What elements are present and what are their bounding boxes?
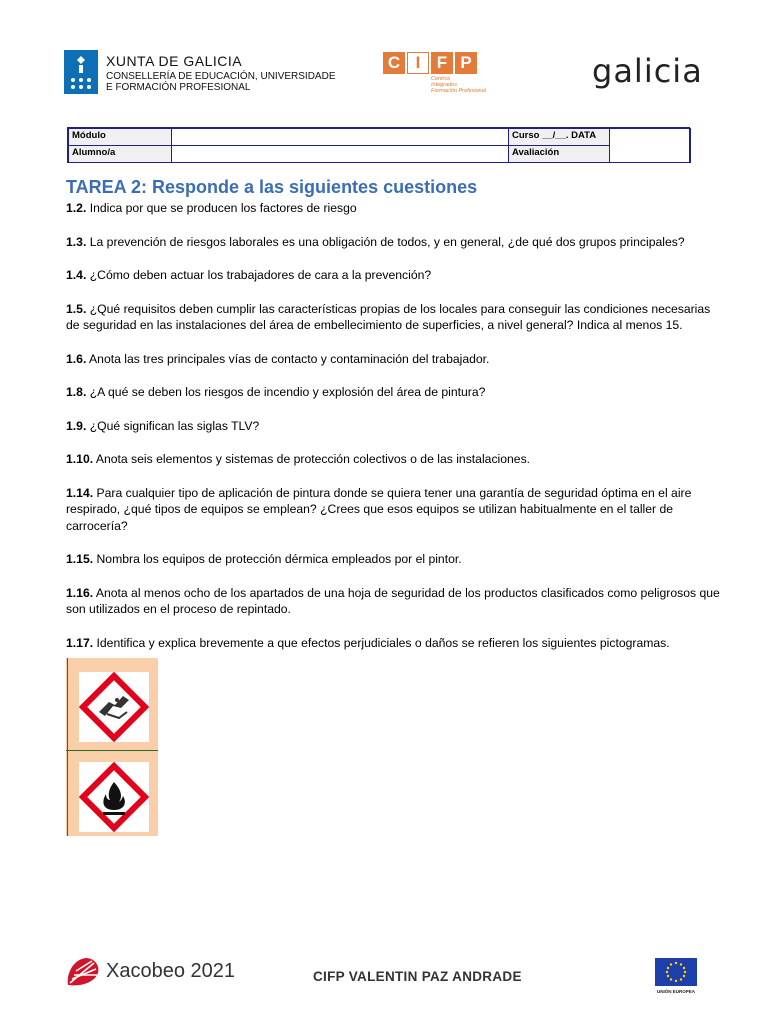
modulo-field[interactable] xyxy=(171,128,509,146)
question-text: Nombra los equipos de protección dérmica empleados por el pintor. xyxy=(93,552,462,566)
school-name: CIFP VALENTIN PAZ ANDRADE xyxy=(313,969,522,984)
xacobeo-shell-icon xyxy=(64,955,102,991)
galicia-logo: galicia xyxy=(592,52,703,90)
question-number: 1.9. xyxy=(66,418,87,433)
xunta-title: XUNTA DE GALICIA xyxy=(106,53,243,69)
question-item xyxy=(66,485,726,535)
alumno-field[interactable] xyxy=(171,145,509,163)
pictogram-separator xyxy=(66,750,158,751)
student-info-table xyxy=(67,127,690,163)
cifp-sub1: Centros xyxy=(431,76,451,82)
xacobeo-logo xyxy=(64,955,254,991)
corrosive-pictogram-icon xyxy=(79,672,149,742)
question-text: Anota al menos ocho de los apartados de una hoja de seguridad de los productos clasificados como peligrosos que son utilizados en el proceso de repintado. xyxy=(66,585,720,616)
xunta-subtitle-line2: E FORMACIÓN PROFESIONAL xyxy=(106,82,251,93)
question-text: Anota seis elementos y sistemas de protección colectivos o de las instalaciones. xyxy=(93,452,531,466)
question-number: 1.10. xyxy=(66,452,94,466)
question-number: 1.5. xyxy=(66,301,87,316)
cifp-letters xyxy=(383,52,479,74)
avaliacion-label: Avaliación xyxy=(508,145,610,163)
question-number: 1.17. xyxy=(66,635,94,650)
question-number: 1.4. xyxy=(66,268,87,282)
xunta-shield-icon xyxy=(64,50,98,94)
xacobeo-text: Xacobeo 2021 xyxy=(106,960,236,982)
xunta-de-galicia-logo xyxy=(64,50,354,96)
flammable-pictogram-icon xyxy=(79,762,149,832)
question-text: ¿Cómo deben actuar los trabajadores de cara a la prevención? xyxy=(86,268,432,282)
cifp-logo xyxy=(383,52,503,96)
question-item xyxy=(66,301,726,334)
task-title: TAREA 2: Responde a las siguientes cuestiones xyxy=(66,177,478,197)
question-item xyxy=(66,267,726,284)
curso-label: Curso __/__. DATA xyxy=(508,128,610,146)
cifp-sub3: Formación Profesional xyxy=(431,88,487,94)
alumno-label: Alumno/a xyxy=(68,145,172,163)
question-item xyxy=(66,551,726,568)
question-item xyxy=(66,418,726,435)
curso-field[interactable] xyxy=(609,128,691,163)
xunta-subtitle-line1: CONSELLERÍA DE EDUCACIÓN, UNIVERSIDADE xyxy=(106,71,336,82)
modulo-label: Módulo xyxy=(68,128,172,146)
question-number: 1.15. xyxy=(66,552,94,566)
question-text: ¿Qué requisitos deben cumplir las características propias de los locales para conseguir las condiciones necesarias de seguridad en las instalaciones del área de embellecimiento de superficies, a nivel general? Indica al menos 15. xyxy=(66,301,711,332)
cifp-letter: P xyxy=(455,52,477,74)
question-item xyxy=(66,234,726,251)
question-text: ¿A qué se deben los riesgos de incendio y explosión del área de pintura? xyxy=(86,385,486,399)
eu-flag-icon xyxy=(655,958,697,986)
question-number: 1.16. xyxy=(66,585,94,600)
question-text: La prevención de riesgos laborales es una obligación de todos, y en general, ¿de qué dos grupos principales? xyxy=(86,234,685,249)
pictogram-divider-line xyxy=(67,658,68,836)
question-number: 1.2. xyxy=(66,201,87,215)
question-item xyxy=(66,351,726,368)
eu-label: UNIÓN EUROPEA xyxy=(656,989,695,994)
question-item xyxy=(66,451,726,468)
question-number: 1.3. xyxy=(66,234,87,249)
cifp-letter: C xyxy=(383,52,405,74)
cifp-letter: I xyxy=(407,52,429,74)
task-content xyxy=(66,177,726,651)
cifp-sub2: Integrados xyxy=(431,82,457,88)
question-text: Anota las tres principales vías de contacto y contaminación del trabajador. xyxy=(86,351,490,366)
question-number: 1.8. xyxy=(66,385,87,399)
question-text: ¿Qué significan las siglas TLV? xyxy=(86,418,260,433)
question-item xyxy=(66,384,726,401)
question-text: Identifica y explica brevemente a que efectos perjudiciales o daños se refieren los siguientes pictogramas. xyxy=(93,635,670,650)
question-number: 1.6. xyxy=(66,351,87,366)
question-number: 1.14. xyxy=(66,485,94,500)
question-text: Para cualquier tipo de aplicación de pintura donde se quiera tener una garantía de seguridad óptima en el aire respirado, ¿qué tipos de equipos se emplean? ¿Crees que esos equipos se utilizan habitualmente en el taller de carrocería? xyxy=(66,485,692,533)
question-item xyxy=(66,635,726,652)
cifp-letter: F xyxy=(431,52,453,74)
question-text: Indica por que se producen los factores de riesgo xyxy=(86,201,357,215)
question-item xyxy=(66,200,726,217)
question-item xyxy=(66,585,726,618)
